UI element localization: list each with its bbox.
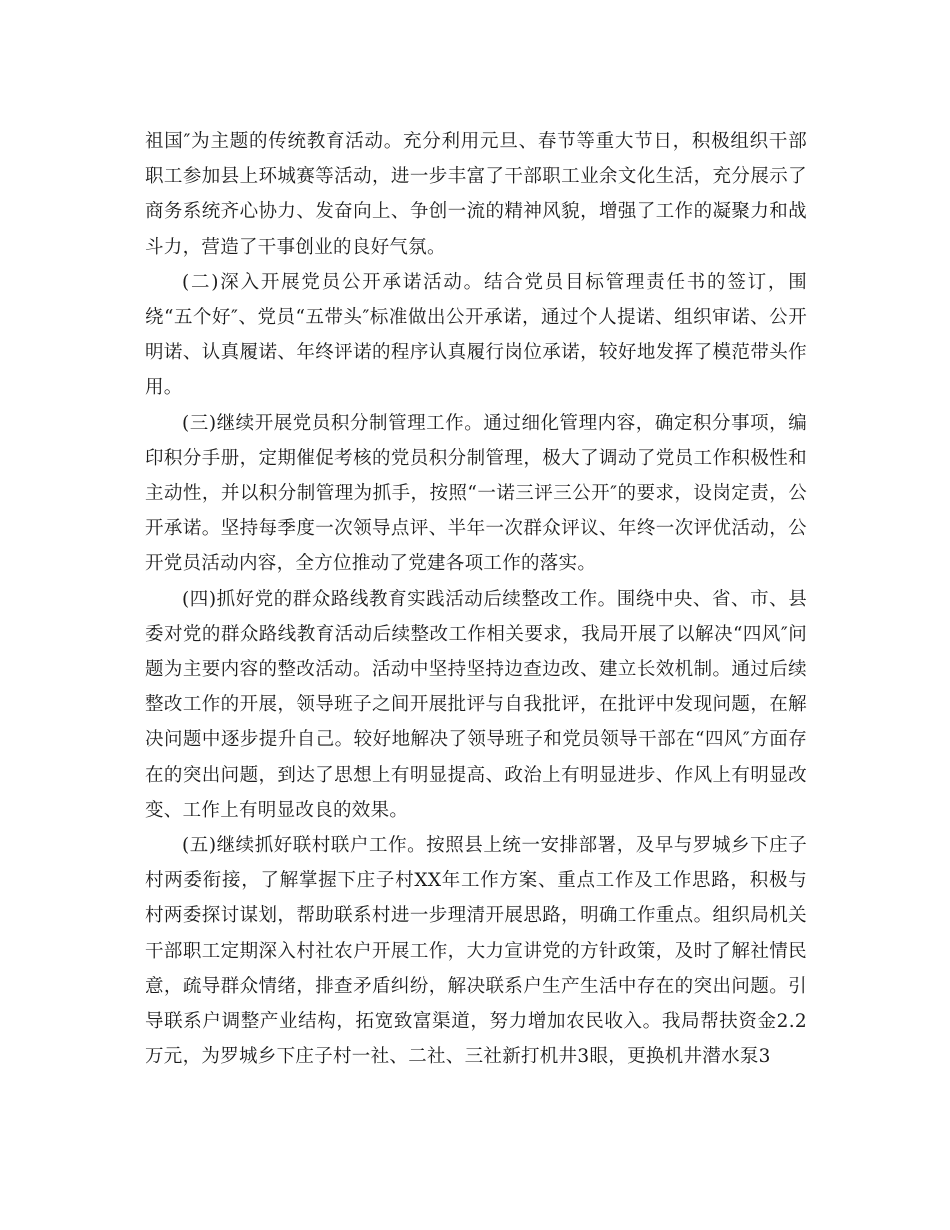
paragraph-intro: 祖国″为主题的传统教育活动。充分利用元旦、春节等重大节日，积极组织干部职工参加县上环城赛等活动，进一步丰富了干部职工业余文化生活，充分展示了商务系统齐心协力、发奋向上、争创一流的精神风貌，增强了工作的凝聚力和战斗力，营造了干事创业的良好气氛。 [145,131,807,258]
paragraph-section-2: (二)深入开展党员公开承诺活动。结合党员目标管理责任书的签订，围绕“五个好″、党员“五带头″标准做出公开承诺，通过个人提诺、组织审诺、公开明诺、认真履诺、年终评诺的程序认真履行岗位承诺，较好地发挥了模范带头作用。 [145,271,807,399]
paragraph-section-4: (四)抓好党的群众路线教育实践活动后续整改工作。围绕中央、省、市、县委对党的群众路线教育活动后续整改工作相关要求，我局开展了以解决“四风″问题为主要内容的整改活动。活动中坚持坚持边查边改、建立长效机制。通过后续整改工作的开展，领导班子之间开展批评与自我批评，在批评中发现问题，在解决问题中逐步提升自己。较好地解决了领导班子和党员领导干部在“四风″方面存在的突出问题，到达了思想上有明显提高、政治上有明显进步、作风上有明显改变、工作上有明显改良的效果。 [145,588,807,821]
paragraph-section-5: (五)继续抓好联村联户工作。按照县上统一安排部署，及早与罗城乡下庄子村两委衔接，了解掌握下庄子村XX年工作方案、重点工作及工作思路，积极与村两委探讨谋划，帮助联系村进一步理清开展思路，明确工作重点。组织局机关干部职工定期深入村社农户开展工作，大力宣讲党的方针政策，及时了解社情民意，疏导群众情绪，排查矛盾纠纷，解决联系户生产生活中存在的突出问题。引导联系户调整产业结构，拓宽致富渠道，努力增加农民收入。我局帮扶资金2.2万元，为罗城乡下庄子村一社、二社、三社新打机井3眼，更换机井潜水泵3 [145,835,807,1068]
document-body [145,124,807,1074]
paragraph-section-3: (三)继续开展党员积分制管理工作。通过细化管理内容，确定积分事项，编印积分手册，定期催促考核的党员积分制管理，极大了调动了党员工作积极性和主动性，并以积分制管理为抓手，按照“一诺三评三公开″的要求，设岗定责，公开承诺。坚持每季度一次领导点评、半年一次群众评议、年终一次评优活动，公开党员活动内容，全方位推动了党建各项工作的落实。 [145,412,807,575]
